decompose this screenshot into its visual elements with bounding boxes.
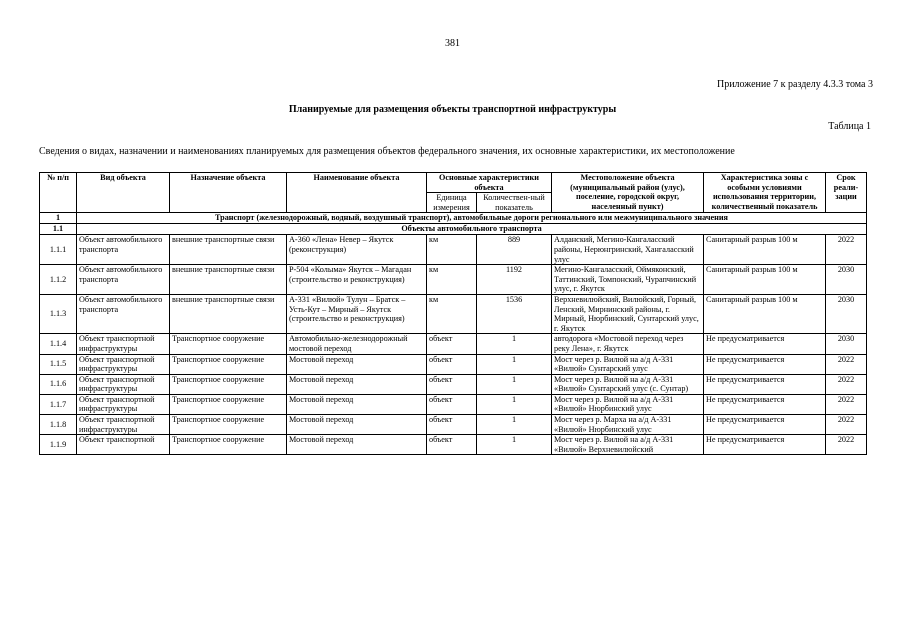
cell-location: Мост через р. Вилюй на а/д А-331 «Вилюй» Сунтарский улус (с. Сунтар) [552, 374, 704, 394]
cell-zone: Не предусматривается [704, 435, 826, 455]
cell-unit: км [427, 235, 477, 265]
cell-term: 2022 [826, 394, 867, 414]
cell-purpose: Транспортное сооружение [170, 354, 287, 374]
cell-unit: объект [427, 435, 477, 455]
header-term: Срок реали-зации [826, 173, 867, 213]
cell-quantity: 1 [477, 415, 552, 435]
table-label: Таблица 1 [828, 121, 871, 132]
cell-type: Объект автомобильного транспорта [77, 265, 170, 295]
header-quantity: Количествен-ный показатель [477, 193, 552, 213]
cell-unit: объект [427, 354, 477, 374]
cell-type: Объект транспортной инфраструктуры [77, 354, 170, 374]
table-row [40, 435, 867, 455]
table-row [40, 415, 867, 435]
cell-zone: Санитарный разрыв 100 м [704, 265, 826, 295]
table-row [40, 235, 867, 265]
cell-unit: объект [427, 334, 477, 354]
cell-type: Объект транспортной [77, 435, 170, 455]
cell-name: Мостовой переход [287, 354, 427, 374]
cell-num: 1.1.6 [40, 374, 77, 394]
table-row [40, 354, 867, 374]
cell-quantity: 1 [477, 435, 552, 455]
cell-name: А-360 «Лена» Невер – Якутск (реконструкция) [287, 235, 427, 265]
appendix-label: Приложение 7 к разделу 4.3.3 тома 3 [716, 79, 873, 90]
section-row [40, 224, 867, 235]
cell-num: 1.1.3 [40, 294, 77, 333]
cell-name: Р-504 «Колыма» Якутск – Магадан (строительство и реконструкция) [287, 265, 427, 295]
section-title: Транспорт (железнодорожный, водный, воздушный транспорт), автомобильные дороги регионального или межмуниципального значения [77, 213, 867, 224]
document-title: Планируемые для размещения объекты транспортной инфраструктуры [288, 104, 617, 115]
cell-unit: км [427, 265, 477, 295]
cell-name: Мостовой переход [287, 415, 427, 435]
cell-term: 2022 [826, 235, 867, 265]
section-num: 1 [40, 213, 77, 224]
cell-zone: Не предусматривается [704, 415, 826, 435]
table-row [40, 334, 867, 354]
cell-quantity: 1 [477, 394, 552, 414]
cell-zone: Не предусматривается [704, 354, 826, 374]
cell-location: Верхневилюйский, Вилюйский, Горный, Ленский, Мирнинский районы, г. Мирный, Нюрбинский, Сунтарский улус, г. Якутск [552, 294, 704, 333]
cell-type: Объект транспортной инфраструктуры [77, 334, 170, 354]
header-type: Вид объекта [77, 173, 170, 213]
cell-purpose: внешние транспортные связи [170, 294, 287, 333]
page-number: 381 [445, 38, 460, 49]
cell-type: Объект транспортной инфраструктуры [77, 374, 170, 394]
cell-num: 1.1.9 [40, 435, 77, 455]
cell-num: 1.1.1 [40, 235, 77, 265]
cell-name: Мостовой переход [287, 435, 427, 455]
cell-unit: объект [427, 394, 477, 414]
cell-num: 1.1.7 [40, 394, 77, 414]
cell-zone: Санитарный разрыв 100 м [704, 235, 826, 265]
cell-zone: Не предусматривается [704, 394, 826, 414]
cell-term: 2022 [826, 354, 867, 374]
cell-location: Алданский, Мегино-Кангаласский районы, Нерюнгринский, Хангаласский улус [552, 235, 704, 265]
table-row [40, 294, 867, 333]
section-title: Объекты автомобильного транспорта [77, 224, 867, 235]
cell-unit: объект [427, 374, 477, 394]
cell-type: Объект транспортной инфраструктуры [77, 415, 170, 435]
cell-type: Объект транспортной инфраструктуры [77, 394, 170, 414]
cell-name: Мостовой переход [287, 394, 427, 414]
cell-quantity: 1 [477, 374, 552, 394]
header-location: Местоположение объекта (муниципальный район (улус), поселение, городской округ, населенный пункт) [552, 173, 704, 213]
header-unit: Единица измерения [427, 193, 477, 213]
section-num: 1.1 [40, 224, 77, 235]
cell-purpose: Транспортное сооружение [170, 334, 287, 354]
intro-text: Сведения о видах, назначении и наименованиях планируемых для размещения объектов федерального значения, их основные характеристики, их местоположение [39, 146, 735, 157]
cell-quantity: 1536 [477, 294, 552, 333]
cell-term: 2022 [826, 415, 867, 435]
table-row [40, 394, 867, 414]
cell-purpose: Транспортное сооружение [170, 415, 287, 435]
cell-quantity: 1192 [477, 265, 552, 295]
table-row [40, 374, 867, 394]
cell-num: 1.1.4 [40, 334, 77, 354]
cell-type: Объект автомобильного транспорта [77, 235, 170, 265]
cell-quantity: 1 [477, 334, 552, 354]
cell-quantity: 889 [477, 235, 552, 265]
cell-unit: км [427, 294, 477, 333]
cell-term: 2022 [826, 374, 867, 394]
cell-name: Мостовой переход [287, 374, 427, 394]
cell-term: 2030 [826, 334, 867, 354]
header-purpose: Назначение объекта [170, 173, 287, 213]
cell-purpose: Транспортное сооружение [170, 394, 287, 414]
cell-num: 1.1.2 [40, 265, 77, 295]
cell-term: 2030 [826, 265, 867, 295]
cell-zone: Не предусматривается [704, 334, 826, 354]
cell-quantity: 1 [477, 354, 552, 374]
cell-unit: объект [427, 415, 477, 435]
section-row [40, 213, 867, 224]
cell-purpose: Транспортное сооружение [170, 435, 287, 455]
cell-num: 1.1.8 [40, 415, 77, 435]
header-characteristics: Основные характеристики объекта [427, 173, 552, 193]
cell-term: 2022 [826, 435, 867, 455]
cell-zone: Санитарный разрыв 100 м [704, 294, 826, 333]
header-name: Наименование объекта [287, 173, 427, 213]
cell-name: А-331 «Вилюй» Тулун – Братск – Усть-Кут – Мирный – Якутск (строительство и реконструкция) [287, 294, 427, 333]
table-row [40, 265, 867, 295]
cell-location: Мегино-Кангаласский, Оймяконский, Таттинский, Томпонский, Чурапчинский улус, г. Якутск [552, 265, 704, 295]
cell-location: Мост через р. Вилюй на а/д А-331 «Вилюй» Верхневилюйский [552, 435, 704, 455]
header-num: № п/п [40, 173, 77, 213]
cell-location: автодорога «Мостовой переход через реку Лена», г. Якутск [552, 334, 704, 354]
header-zone: Характеристика зоны с особыми условиями использования территории, количественный показатель [704, 173, 826, 213]
cell-type: Объект автомобильного транспорта [77, 294, 170, 333]
cell-term: 2030 [826, 294, 867, 333]
cell-name: Автомобильно-железнодорожный мостовой переход [287, 334, 427, 354]
objects-table [39, 172, 867, 455]
cell-zone: Не предусматривается [704, 374, 826, 394]
cell-purpose: внешние транспортные связи [170, 265, 287, 295]
cell-location: Мост через р. Вилюй на а/д А-331 «Вилюй» Сунтарский улус [552, 354, 704, 374]
cell-purpose: Транспортное сооружение [170, 374, 287, 394]
cell-location: Мост через р. Вилюй на а/д А-331 «Вилюй» Нюрбинский улус [552, 394, 704, 414]
cell-purpose: внешние транспортные связи [170, 235, 287, 265]
cell-num: 1.1.5 [40, 354, 77, 374]
cell-location: Мост через р. Марха на а/д А-331 «Вилюй» Нюрбинский улус [552, 415, 704, 435]
